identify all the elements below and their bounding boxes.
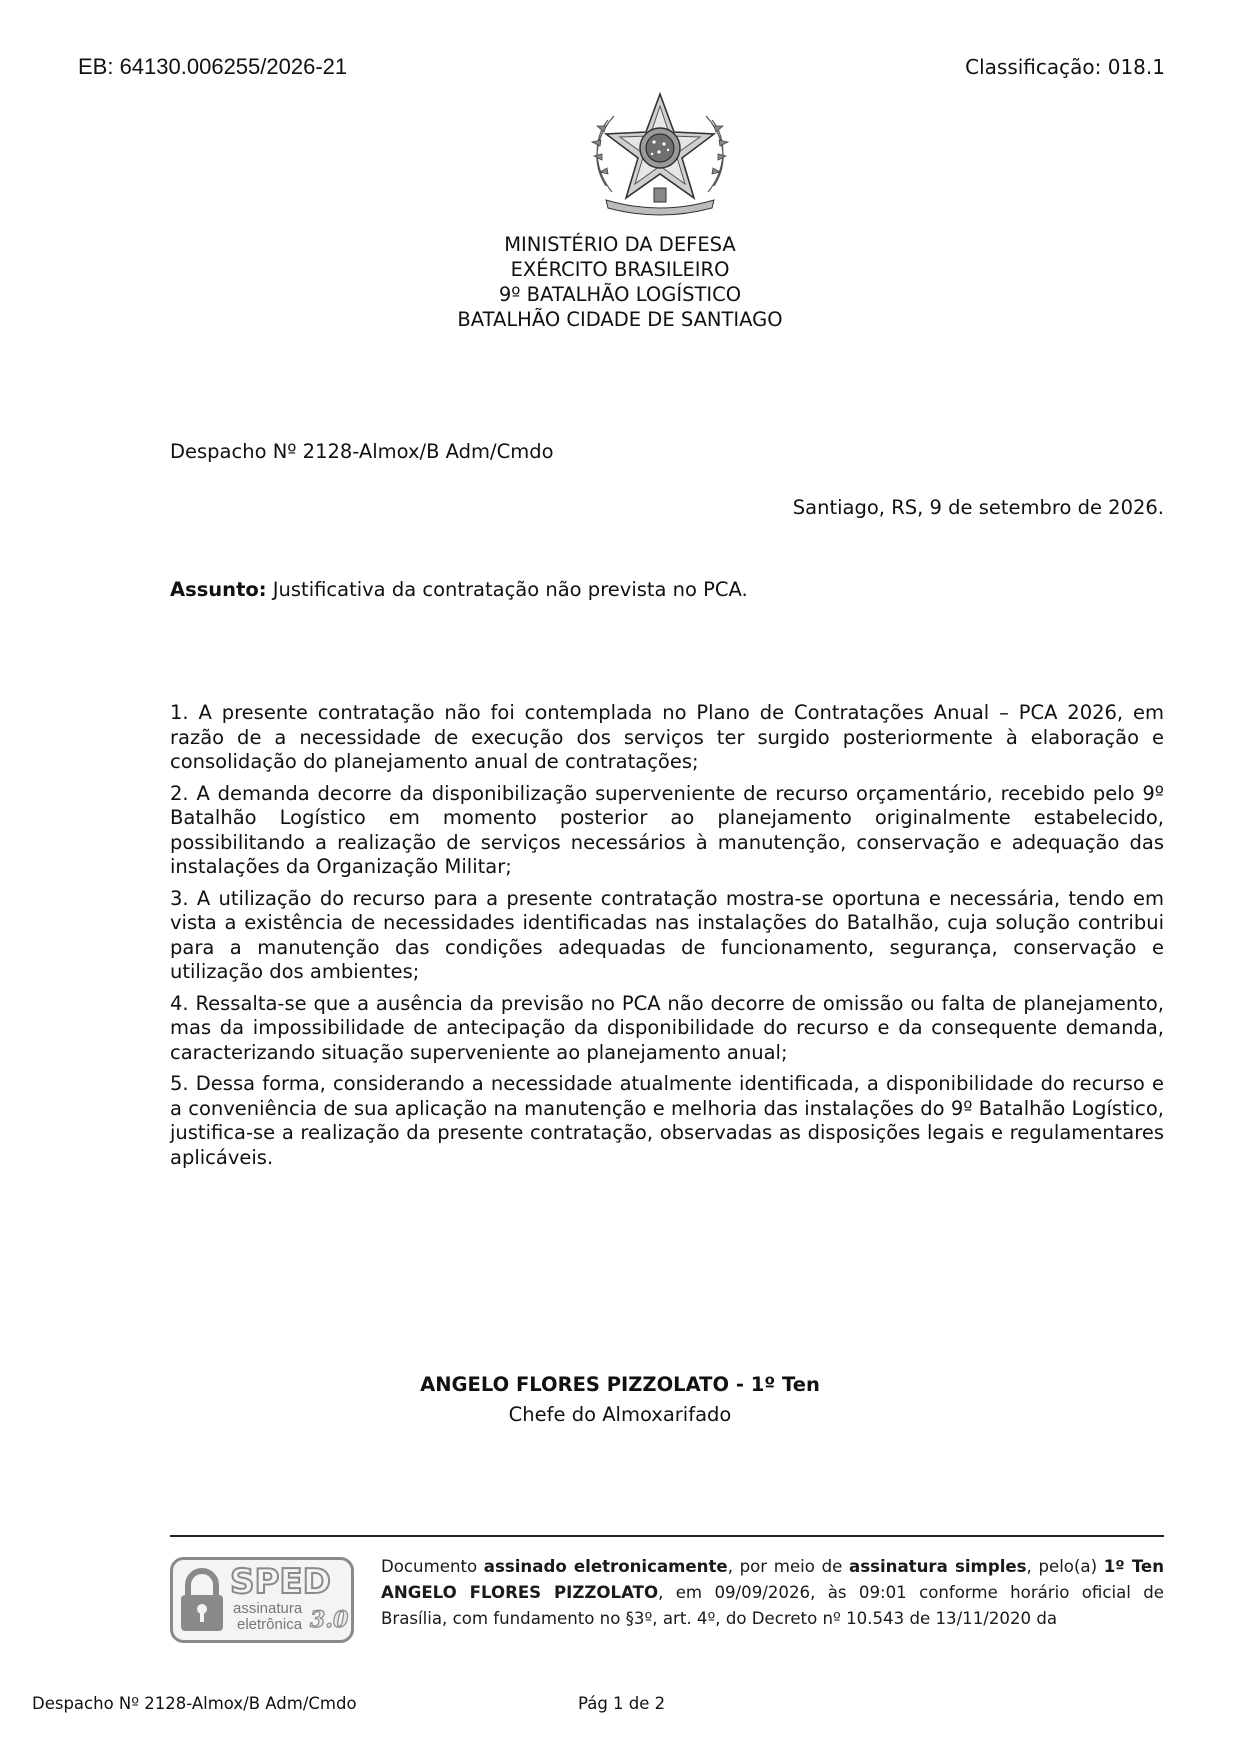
paragraph-1: 1. A presente contratação não foi contemplada no Plano de Contratações Anual – PCA 2026, em razão de a necessidade de execução dos serviços ter surgido posteriormente à elaboração e consolidação do planejamento anual de contratações;: [170, 701, 1164, 773]
place-date: Santiago, RS, 9 de setembro de 2026.: [792, 496, 1164, 519]
esig-text-2: , por meio de: [727, 1557, 850, 1576]
sped-electronic-signature-badge: [170, 1557, 354, 1643]
signer-name: ANGELO FLORES PIZZOLATO - 1º Ten: [420, 1373, 820, 1396]
subject-line: [170, 578, 748, 601]
dispatch-number: Despacho Nº 2128-Almox/B Adm/Cmdo: [170, 440, 554, 463]
coat-of-arms-emblem: [584, 90, 736, 218]
signature-divider: [170, 1535, 1164, 1537]
battalion-nickname: BATALHÃO CIDADE DE SANTIAGO: [457, 308, 783, 331]
paragraph-2: 2. A demanda decorre da disponibilização superveniente de recurso orçamentário, recebido pelo 9º Batalhão Logístico em momento posterior ao planejamento originalmente estabelecido, possibilitando a realização de serviços necessários à manutenção, conservação e adequação das instalações da Organização Militar;: [170, 781, 1164, 878]
document-body: [170, 701, 1164, 1177]
esig-text-4: , em 09/09/2026, às 09:01 conforme horário oficial de Brasília, com fundamento no §3º, art. 4º, do Decreto nº 10.543 de 13/11/2020 da: [381, 1583, 1164, 1628]
sped-badge-version: 3.0: [310, 1607, 349, 1633]
footer-page-number: Pág 1 de 2: [578, 1694, 666, 1713]
esig-text-1: Documento: [381, 1557, 484, 1576]
sped-badge-title: SPED: [230, 1562, 331, 1602]
ministry-name: MINISTÉRIO DA DEFESA: [504, 233, 736, 256]
esig-text-3: , pelo(a): [1026, 1557, 1104, 1576]
subject-text: Justificativa da contratação não prevista no PCA.: [266, 578, 748, 601]
esig-bold-2: assinatura simples: [849, 1557, 1027, 1576]
sped-badge-line1: assinatura: [233, 1600, 303, 1617]
army-name: EXÉRCITO BRASILEIRO: [510, 258, 730, 281]
subject-label: Assunto:: [170, 578, 267, 601]
organization-header: [0, 232, 1240, 332]
electronic-signature-text: [381, 1554, 1164, 1632]
battalion-name: 9º BATALHÃO LOGÍSTICO: [498, 283, 742, 306]
paragraph-5: 5. Dessa forma, considerando a necessidade atualmente identificada, a disponibilidade do recurso e a conveniência de sua aplicação na manutenção e melhoria das instalações do 9º Batalhão Logístico, justifica-se a realização da presente contratação, observadas as disposições legais e regulamentares aplicáveis.: [170, 1072, 1164, 1169]
signature-block: [0, 1370, 1240, 1430]
esig-bold-3: 1º Ten ANGELO FLORES PIZZOLATO: [381, 1557, 1165, 1602]
protocol-number: EB: 64130.006255/2026-21: [78, 54, 348, 79]
signer-role: Chefe do Almoxarifado: [508, 1403, 732, 1426]
paragraph-3: 3. A utilização do recurso para a presente contratação mostra-se oportuna e necessária, tendo em vista a existência de necessidades identificadas nas instalações do Batalhão, cuja solução contribui para a manutenção das condições adequadas de funcionamento, segurança, conservação e utilização dos ambientes;: [170, 886, 1164, 983]
classification-code: Classificação: 018.1: [965, 55, 1165, 79]
esig-bold-1: assinado eletronicamente: [483, 1557, 728, 1576]
footer-document-ref: Despacho Nº 2128-Almox/B Adm/Cmdo: [32, 1694, 357, 1713]
sped-badge-line2: eletrônica: [237, 1616, 303, 1633]
paragraph-4: 4. Ressalta-se que a ausência da previsão no PCA não decorre de omissão ou falta de planejamento, mas da impossibilidade de antecipação da disponibilidade do recurso e da consequente demanda, caracterizando situação superveniente ao planejamento anual;: [170, 991, 1164, 1064]
